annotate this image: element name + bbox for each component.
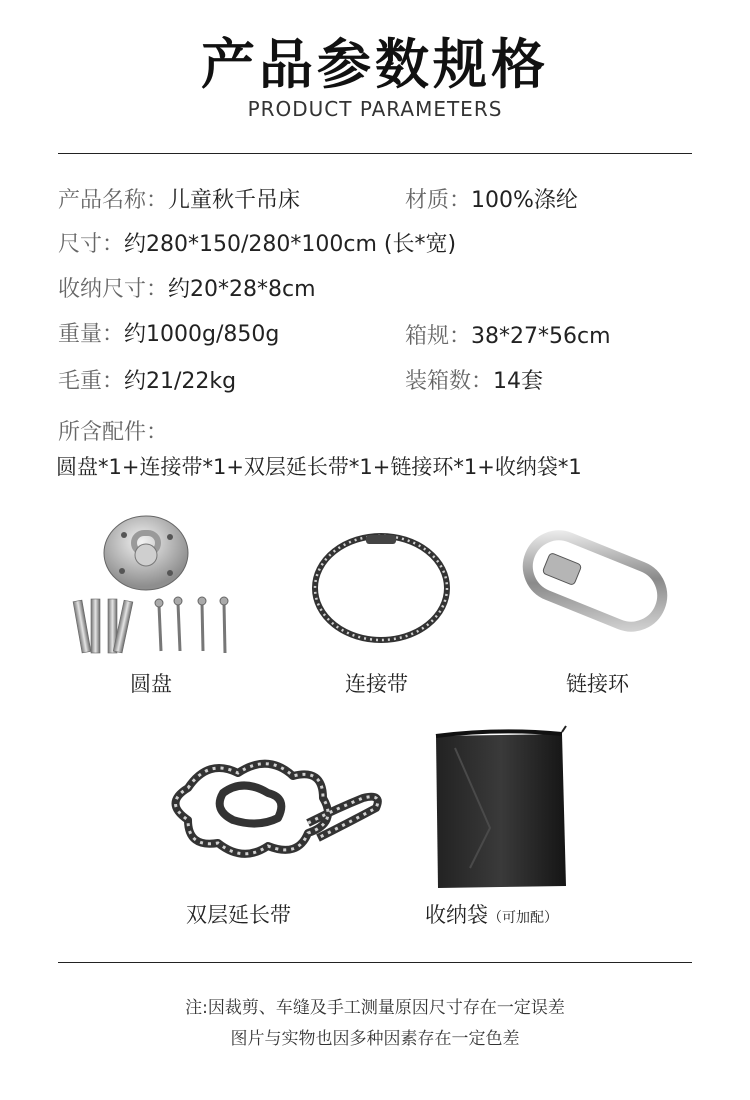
spec-gross-label: 毛重：	[58, 369, 125, 394]
footer-note-2: 图片与实物也因多种因素存在一定色差	[230, 1029, 520, 1049]
quick-link-image	[515, 530, 675, 640]
spec-storage	[58, 272, 316, 303]
spec-size-value: 约280*150/280*100cm (长*宽)	[124, 232, 457, 257]
caption-strap: 连接带	[345, 672, 408, 696]
spec-size	[58, 227, 456, 258]
page-subtitle: PRODUCT PARAMETERS	[247, 97, 503, 121]
spec-material-value: 100%涤纶	[471, 188, 578, 213]
caption-daisy-chain: 双层延长带	[186, 903, 291, 927]
caption-plate: 圆盘	[130, 672, 172, 696]
caption-quick-link: 链接环	[566, 672, 629, 696]
spec-count	[405, 364, 543, 395]
spec-accessories-label-row	[58, 415, 168, 446]
spec-storage-value: 约20*28*8cm	[168, 277, 316, 302]
spec-name	[58, 183, 300, 214]
spec-weight	[58, 317, 279, 348]
spec-gross	[58, 364, 236, 395]
spec-name-value: 儿童秋千吊床	[168, 188, 301, 213]
spec-storage-label: 收纳尺寸：	[58, 277, 169, 302]
spec-carton-value: 38*27*56cm	[471, 324, 611, 349]
spec-carton	[405, 319, 611, 350]
spec-name-label: 产品名称：	[58, 188, 169, 213]
daisy-chain-image	[148, 748, 388, 868]
spec-material-label: 材质：	[405, 188, 472, 213]
caption-bag-note: （可加配）	[488, 910, 558, 926]
top-divider	[58, 153, 692, 154]
caption-bag	[425, 899, 558, 929]
caption-bag-label: 收纳袋	[425, 903, 488, 927]
page-title: 产品参数规格	[201, 33, 549, 96]
spec-weight-label: 重量：	[58, 322, 125, 347]
spec-count-value: 14套	[493, 369, 544, 394]
spec-carton-label: 箱规：	[405, 324, 472, 349]
spec-accessories-value: 圆盘*1+连接带*1+双层延长带*1+链接环*1+收纳袋*1	[56, 455, 582, 479]
spec-weight-value: 约1000g/850g	[124, 322, 280, 347]
spec-size-label: 尺寸：	[58, 232, 125, 257]
spec-material	[405, 183, 578, 214]
spec-accessories-label: 所含配件：	[58, 420, 169, 445]
loop-strap-image	[311, 533, 451, 653]
storage-bag-image	[430, 728, 570, 893]
footer-note-1: 注:因裁剪、车缝及手工测量原因尺寸存在一定误差	[185, 998, 565, 1018]
mounting-plate-image	[66, 515, 246, 665]
spec-gross-value: 约21/22kg	[124, 369, 237, 394]
spec-count-label: 装箱数：	[405, 369, 494, 394]
bottom-divider	[58, 962, 692, 963]
